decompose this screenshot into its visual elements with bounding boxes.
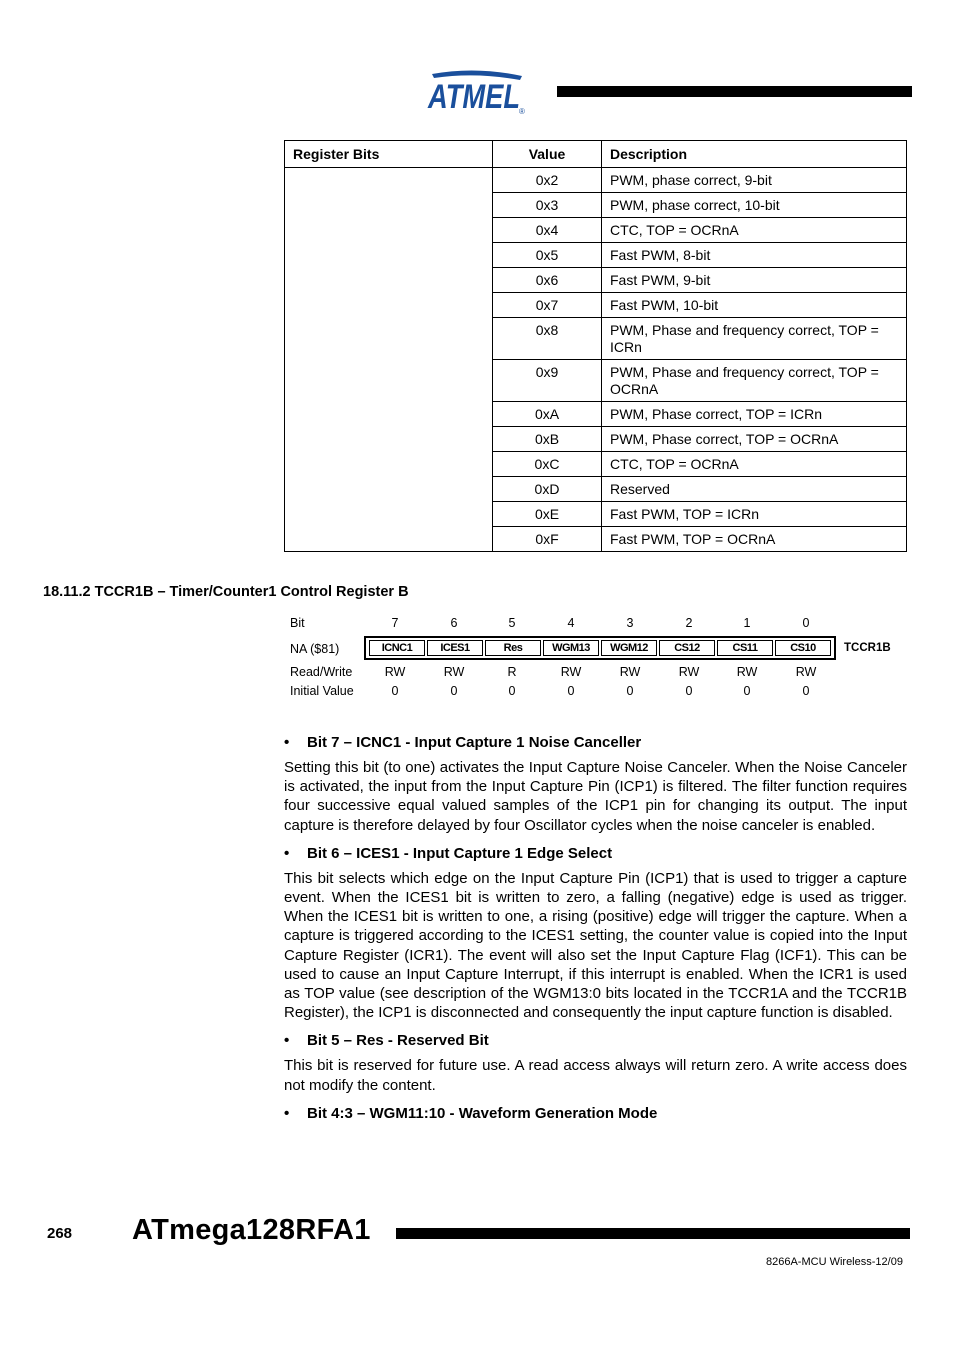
value-cell: 0xC: [493, 452, 602, 477]
bit-number: 4: [567, 616, 575, 630]
value-cell: 0x2: [493, 168, 602, 193]
access-value: RW: [678, 665, 700, 679]
bit-number: 3: [626, 616, 634, 630]
register-field: CS12: [659, 640, 715, 656]
bit-number: 0: [802, 616, 810, 630]
bullet-bit43: • Bit 4:3 – WGM11:10 - Waveform Generation Mode: [284, 1104, 658, 1122]
col-register-bits: Register Bits: [285, 141, 493, 168]
access-value: RW: [560, 665, 582, 679]
access-value: RW: [736, 665, 758, 679]
description-cell: Fast PWM, TOP = OCRnA: [602, 527, 907, 552]
initial-value: 0: [508, 684, 516, 698]
register-field: WGM13: [543, 640, 599, 656]
value-cell: 0xD: [493, 477, 602, 502]
bit7-title: Bit 7 – ICNC1 - Input Capture 1 Noise Canceller: [307, 734, 642, 751]
bit-number: 1: [743, 616, 751, 630]
bit7-text: Setting this bit (to one) activates the Input Capture Noise Canceler. When the Noise Canceler is activated, the input from the Input Capture Pin (ICP1) is filtered. The filter function requires four successive equal valued samples of the ICP1 pin for changing its output. The input capture is therefore delayed by four Oscillator cycles when the noise canceler is enabled.: [284, 759, 907, 834]
bit43-title: Bit 4:3 – WGM11:10 - Waveform Generation Mode: [307, 1104, 658, 1122]
register-bits-cell: [285, 168, 493, 552]
initial-value: 0: [391, 684, 399, 698]
bit6-text: This bit selects which edge on the Input Capture Pin (ICP1) that is used to trigger a capture event. When the ICES1 bit is written to zero, a falling (negative) edge is used as trigger. When the ICES1 bit is written to one, a rising (positive) edge will trigger the capture. When a capture is triggered according to the ICES1 setting, the counter value is copied into the Input Capture Register (ICR1). The event will also set the Input Capture Flag (ICF1). This can be used to cause an Input Capture Interrupt, if this interrupt is enabled. When the ICR1 is used as TOP value (see description of the WGM13:0 bits located in the TCCR1A and the TCCR1B Register), the ICP1 is disconnected and consequently the input capture function is disabled.: [284, 869, 907, 1022]
col-description: Description: [602, 141, 907, 168]
initial-value: 0: [802, 684, 810, 698]
access-value: RW: [384, 665, 406, 679]
section-title: 18.11.2 TCCR1B – Timer/Counter1 Control Register B: [43, 584, 409, 600]
page-number: 268: [47, 1225, 73, 1242]
value-cell: 0x9: [493, 360, 602, 402]
register-field: WGM12: [601, 640, 657, 656]
svg-text:ATMEL: ATMEL: [427, 78, 520, 116]
description-cell: Fast PWM, 8-bit: [602, 243, 907, 268]
register-diagram: [284, 612, 924, 712]
access-value: RW: [443, 665, 465, 679]
description-cell: PWM, Phase and frequency correct, TOP = ICRn: [602, 318, 907, 360]
value-cell: 0x5: [493, 243, 602, 268]
table-header-row: [285, 141, 907, 168]
bit5-title: Bit 5 – Res - Reserved Bit: [307, 1032, 489, 1050]
description-cell: PWM, Phase correct, TOP = ICRn: [602, 402, 907, 427]
bit-descriptions: [284, 733, 907, 1129]
value-cell: 0x7: [493, 293, 602, 318]
value-cell: 0xE: [493, 502, 602, 527]
register-name: TCCR1B: [844, 642, 891, 654]
initial-value: 0: [567, 684, 575, 698]
register-fields: [364, 636, 836, 660]
value-cell: 0x8: [493, 318, 602, 360]
access-value: RW: [795, 665, 817, 679]
register-field: ICNC1: [369, 640, 425, 656]
waveform-mode-table: [284, 140, 907, 552]
initial-value-label: Initial Value: [290, 684, 354, 698]
col-value: Value: [493, 141, 602, 168]
value-cell: 0xF: [493, 527, 602, 552]
access-value: R: [507, 665, 517, 679]
description-cell: PWM, phase correct, 9-bit: [602, 168, 907, 193]
value-cell: 0xA: [493, 402, 602, 427]
value-cell: 0x3: [493, 193, 602, 218]
description-cell: Fast PWM, 10-bit: [602, 293, 907, 318]
register-field: ICES1: [427, 640, 483, 656]
address-label: NA ($81): [290, 642, 340, 656]
register-field: CS11: [717, 640, 773, 656]
bit-label: Bit: [290, 616, 305, 630]
bit-number: 6: [450, 616, 458, 630]
access-value: RW: [619, 665, 641, 679]
bit-number: 5: [508, 616, 516, 630]
description-cell: PWM, Phase correct, TOP = OCRnA: [602, 427, 907, 452]
value-cell: 0x6: [493, 268, 602, 293]
bit-number: 7: [391, 616, 399, 630]
description-cell: Reserved: [602, 477, 907, 502]
bullet-bit7: • Bit 7 – ICNC1 - Input Capture 1 Noise Canceller: [284, 734, 642, 751]
description-cell: PWM, phase correct, 10-bit: [602, 193, 907, 218]
bullet-bit5: • Bit 5 – Res - Reserved Bit: [284, 1032, 489, 1050]
description-cell: Fast PWM, 9-bit: [602, 268, 907, 293]
bit5-text: This bit is reserved for future use. A read access always will return zero. A write access does not modify the content.: [284, 1057, 907, 1094]
atmel-logo: [426, 68, 530, 116]
value-cell: 0x4: [493, 218, 602, 243]
rw-label: Read/Write: [290, 665, 353, 679]
document-id: 8266A-MCU Wireless-12/09: [766, 1256, 903, 1268]
description-cell: CTC, TOP = OCRnA: [602, 218, 907, 243]
bit6-title: Bit 6 – ICES1 - Input Capture 1 Edge Select: [307, 844, 613, 862]
table-row: [285, 168, 907, 193]
register-field: CS10: [775, 640, 831, 656]
initial-value: 0: [743, 684, 751, 698]
description-cell: CTC, TOP = OCRnA: [602, 452, 907, 477]
atmel-logo-icon: [426, 68, 530, 116]
document-title: ATmega128RFA1: [132, 1214, 371, 1246]
register-field: Res: [485, 640, 541, 656]
initial-value: 0: [626, 684, 634, 698]
description-cell: PWM, Phase and frequency correct, TOP = OCRnA: [602, 360, 907, 402]
initial-value: 0: [450, 684, 458, 698]
header-rule: [557, 86, 912, 97]
value-cell: 0xB: [493, 427, 602, 452]
svg-text:®: ®: [519, 107, 525, 116]
bullet-bit6: • Bit 6 – ICES1 - Input Capture 1 Edge Select: [284, 844, 613, 862]
bit-number: 2: [685, 616, 693, 630]
description-cell: Fast PWM, TOP = ICRn: [602, 502, 907, 527]
footer-rule: [396, 1228, 910, 1239]
initial-value: 0: [685, 684, 693, 698]
